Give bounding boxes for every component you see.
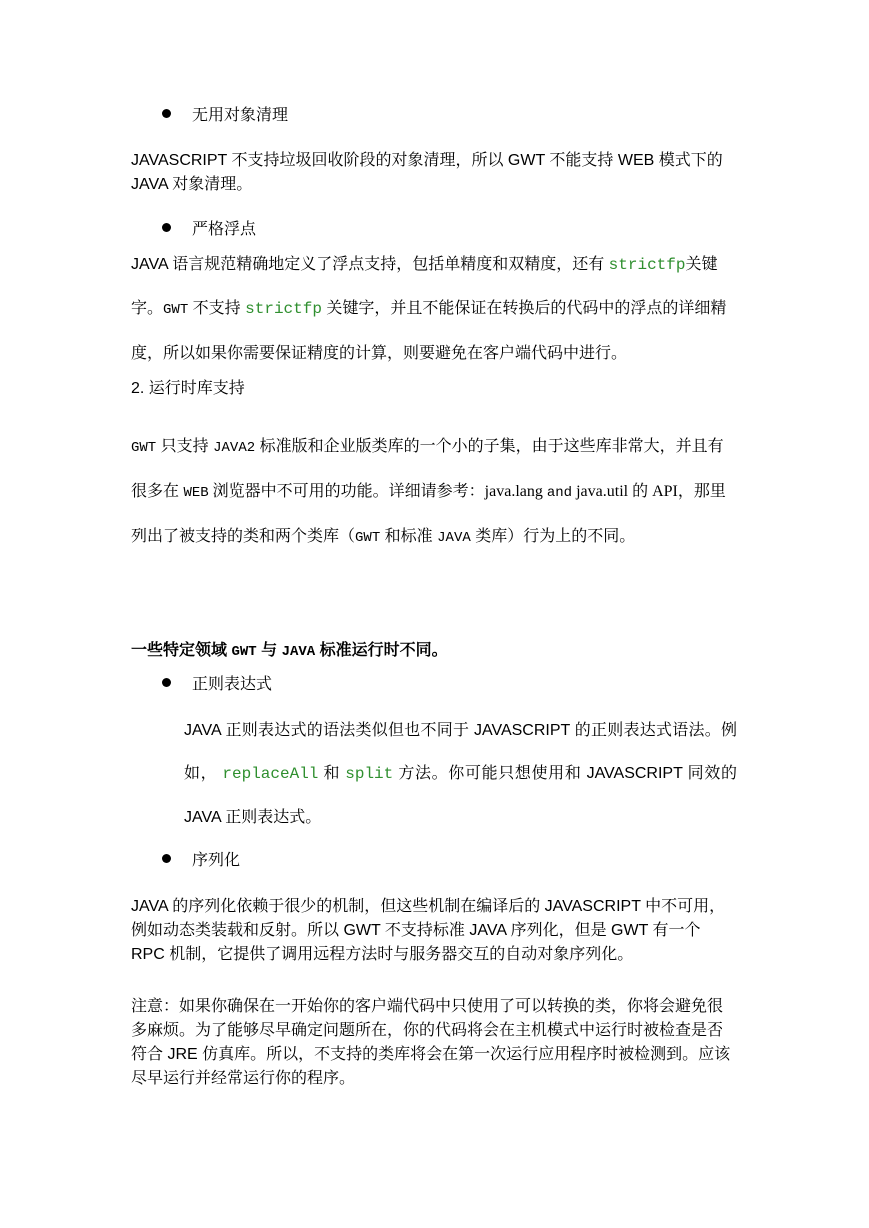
bullet-item: [162, 849, 240, 873]
text: 和: [318, 765, 346, 782]
text: GWT: [131, 440, 157, 456]
text: GWT: [231, 644, 257, 660]
bullet-label: 正则表达式: [192, 676, 273, 693]
bold-heading: [131, 639, 737, 664]
text: java.util 的 API，那里列出了被支持的类和两个类库（: [131, 483, 726, 545]
text: 方法。你可能只想使用和 JAVASCRIPT 同效的 JAVA 正则表达式。: [184, 765, 737, 826]
code-keyword: split: [345, 765, 394, 783]
text: GWT: [355, 530, 381, 546]
paragraph: [131, 243, 737, 375]
text: and: [546, 485, 573, 501]
bullet-dot-icon: [162, 109, 171, 118]
bullet-dot-icon: [162, 678, 171, 687]
text: 一些特定领域: [131, 642, 232, 659]
note-paragraph: 注意：如果你确保在一开始你的客户端代码中只使用了可以转换的类，你将会避免很多麻烦。为了能够尽早确定问题所在，你的代码将会在主机模式中运行时被检查是否符合 JRE 仿真库。所以，不支持的类库将会在第一次运行应用程序时被检测到。应该尽早运行并经常运行你的程序。: [131, 998, 731, 1087]
text: 与: [256, 642, 282, 659]
bullet-item: [162, 104, 288, 128]
text: 不支持: [188, 300, 246, 317]
paragraph: JAVASCRIPT 不支持垃圾回收阶段的对象清理，所以 GWT 不能支持 WEB 模式下的 JAVA 对象清理。: [131, 152, 723, 193]
code-keyword: strictfp: [245, 300, 322, 318]
bullet-dot-icon: [162, 854, 171, 863]
text: JAVA: [281, 644, 316, 660]
text: 关键字，并且不能保证在转换后的代码中的浮点的详细精度，所以如果你需要保证精度的计算，则要避免在客户端代码中进行。: [131, 300, 727, 362]
bullet-item: [162, 218, 256, 242]
bullet-item: [162, 673, 272, 697]
section-heading: 2. 运行时库支持: [131, 380, 245, 397]
text: GWT: [163, 302, 189, 318]
paragraph: [131, 425, 737, 560]
paragraph: JAVA 的序列化依赖于很少的机制，但这些机制在编译后的 JAVASCRIPT 中不可用，例如动态类装载和反射。所以 GWT 不支持标准 JAVA 序列化，但是 GWT 有一个 RPC 机制，它提供了调用远程方法时与服务器交互的自动对象序列化。: [131, 898, 726, 963]
text: JAVA 正则表达式的语法类似但也不同于 JAVASCRIPT 的正则表达式语法。例如，: [184, 722, 737, 782]
text: 关键字。: [131, 256, 718, 317]
bullet-dot-icon: [162, 223, 171, 232]
text: WEB: [183, 485, 209, 501]
text: 标准运行时不同。: [315, 642, 448, 659]
code-keyword: strictfp: [608, 256, 686, 274]
text: 浏览器中不可用的功能。详细请参考：java.lang: [208, 483, 547, 500]
text: 只支持: [156, 438, 214, 455]
text: 和标准: [380, 528, 438, 545]
text: JAVA2: [213, 440, 256, 456]
text: 标准版和企业版类库的一个小的子集，由于这些库非常大，并且有很多在: [131, 438, 724, 500]
indented-paragraph: [184, 709, 737, 839]
bullet-label: 序列化: [192, 852, 241, 869]
text: JAVA: [437, 530, 471, 546]
text: JAVA 语言规范精确地定义了浮点支持，包括单精度和双精度，还有: [131, 256, 609, 273]
bullet-label: 严格浮点: [192, 221, 257, 238]
code-keyword: replaceAll: [222, 765, 319, 783]
text: 类库）行为上的不同。: [470, 528, 636, 545]
bullet-label: 无用对象清理: [192, 107, 289, 124]
